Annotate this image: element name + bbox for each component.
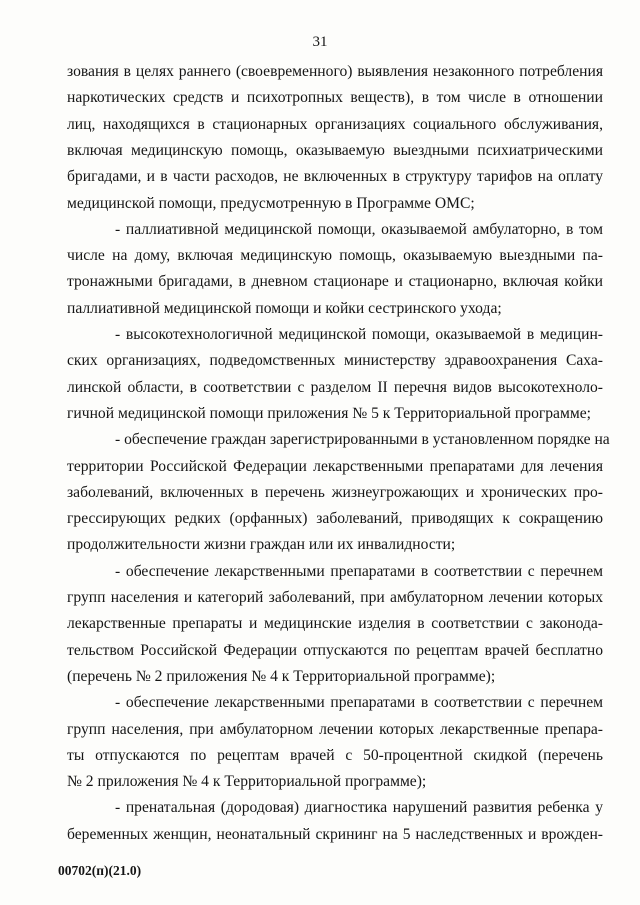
text-line: беременных женщин, неонатальный скрининг на 5 наследственных и врожден- xyxy=(67,825,603,843)
text-line: бригадами, и в части расходов, не включенных в структуру тарифов на оплату xyxy=(67,168,603,186)
text-line: тронажными бригадами, в дневном стационаре и стационарно, включая койки xyxy=(67,273,603,291)
page-number: 31 xyxy=(312,34,328,50)
text-line: (перечень № 2 приложения № 4 к Территориальной программе); xyxy=(67,667,496,685)
text-line: ских организациях, подведомственных министерству здравоохранения Саха- xyxy=(67,352,603,370)
text-line: тельством Российской Федерации отпускаются по рецептам врачей бесплатно xyxy=(67,641,603,659)
text-line: - обеспечение лекарственными препаратами в соответствии с перечнем xyxy=(115,694,603,712)
text-line: паллиативной медицинской помощи и койки сестринского ухода; xyxy=(67,299,502,317)
document-code: 00702(п)(21.0) xyxy=(58,863,142,878)
text-line: групп населения и категорий заболеваний, при амбулаторном лечении которых xyxy=(67,589,603,606)
text-line: гичной медицинской помощи приложения № 5 к Территориальной программе; xyxy=(67,404,591,422)
text-line: включая медицинскую помощь, оказываемую выездными психиатрическими xyxy=(67,141,603,159)
text-line: групп населения, при амбулаторном лечении которых лекарственные препара- xyxy=(67,720,603,738)
text-line: - обеспечение граждан зарегистрированными в установленном порядке на xyxy=(115,431,610,449)
text-line: зования в целях раннего (своевременного) выявления незаконного потребления xyxy=(67,63,603,80)
text-line: территории Российской Федерации лекарственными препаратами для лечения xyxy=(67,457,603,475)
text-line: грессирующих редких (орфанных) заболеваний, приводящих к сокращению xyxy=(67,510,603,528)
text-line: - высокотехнологичной медицинской помощи, оказываемой в медицин- xyxy=(115,326,603,343)
text-line: наркотических средств и психотропных веществ), в том числе в отношении xyxy=(67,89,603,107)
text-line: продолжительности жизни граждан или их инвалидности; xyxy=(67,536,456,554)
text-line: - пренатальная (дородовая) диагностика нарушений развития ребенка у xyxy=(115,799,603,817)
text-line: заболеваний, включенных в перечень жизнеугрожающих и хронических про- xyxy=(67,483,603,501)
text-line: ты отпускаются по рецептам врачей с 50-процентной скидкой (перечень xyxy=(67,746,603,764)
text-line: № 2 приложения № 4 к Территориальной программе); xyxy=(67,773,427,791)
text-line: линской области, в соответствии с разделом II перечня видов высокотехноло- xyxy=(67,378,603,396)
text-line: лиц, находящихся в стационарных организациях социального обслуживания, xyxy=(67,115,603,133)
text-line: - обеспечение лекарственными препаратами в соответствии с перечнем xyxy=(115,562,603,580)
text-line: - паллиативной медицинской помощи, оказываемой амбулаторно, в том xyxy=(115,220,603,238)
text-line: лекарственные препараты и медицинские изделия в соответствии с законода- xyxy=(67,615,603,633)
text-line: медицинской помощи, предусмотренную в Программе ОМС; xyxy=(67,194,475,212)
text-line: числе на дому, включая медицинскую помощь, оказываемую выездными па- xyxy=(67,247,603,265)
